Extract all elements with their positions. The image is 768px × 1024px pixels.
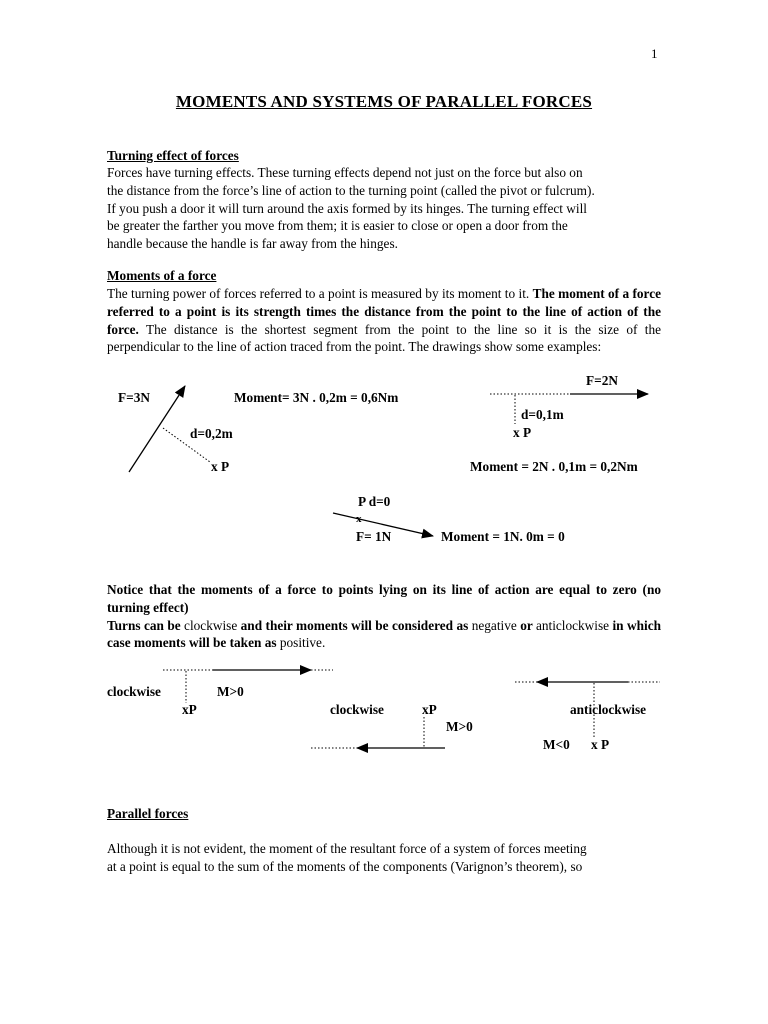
ex2-force-label: F=2N (586, 373, 618, 388)
moment-definition: The moment of a force referred to a point is its strength times the distance from the point to the line of action of the force. (107, 286, 661, 337)
text-line: be greater the farther you move from them; it is easier to close or open a door from the (107, 218, 568, 234)
turns-negative: negative (471, 617, 517, 633)
text-line: at a point is equal to the sum of the moments of the components (Varignon’s theorem), so (107, 858, 583, 874)
turn2-label: clockwise (330, 702, 384, 717)
notice-bold: Notice that the moments of a force to points lying on its line of action are equal to zero (no turning effect) (107, 582, 661, 615)
ex1-force-label: F=3N (118, 390, 150, 405)
text-line: Although it is not evident, the moment of the resultant force of a system of forces meeting (107, 841, 587, 856)
turns-part2: and their moments will be considered as (237, 617, 472, 633)
turn2-point: xP (422, 702, 437, 717)
ex1-point-label: x P (211, 459, 230, 474)
turns-part4: in which case moments will be taken as (107, 617, 661, 651)
paragraph-parallel (107, 840, 661, 876)
moments-rest: The distance is the shortest segment from the point to the line so it is the size of the perpendicular to the line of action traced from the point. The drawings show some examples: (107, 321, 661, 355)
ex2-point-label: x P (513, 425, 532, 440)
text-line: handle because the handle is far away from the hinges. (107, 236, 398, 252)
heading-moments-of-a-force: Moments of a force (107, 268, 217, 283)
text-line: If you push a door it will turn around the axis formed by its hinges. The turning effect will (107, 200, 587, 216)
text-line: Forces have turning effects. These turning effects depend not just on the force but also on (107, 165, 583, 180)
turn1-point: xP (182, 702, 197, 717)
turn1-label: clockwise (107, 684, 161, 699)
turn3-point: x P (591, 737, 610, 752)
turns-clockwise: clockwise (184, 617, 238, 633)
paragraph-notice (107, 581, 661, 652)
ex2-moment-label: Moment = 2N . 0,1m = 0,2Nm (470, 459, 638, 474)
heading-turning-effect: Turning effect of forces (107, 148, 239, 163)
ex1-moment-label: Moment= 3N . 0,2m = 0,6Nm (234, 390, 399, 405)
turns-part1: Turns can be (107, 617, 185, 633)
heading-parallel-forces: Parallel forces (107, 806, 189, 821)
moments-intro: The turning power of forces referred to a point is measured by its moment to it. (107, 286, 533, 301)
text-line: the distance from the force’s line of action to the turning point (called the pivot or fulcrum). (107, 182, 595, 198)
turns-anticlockwise: anticlockwise (535, 617, 610, 633)
turn1-moment: M>0 (217, 684, 244, 699)
document-title: MOMENTS AND SYSTEMS OF PARALLEL FORCES (175, 92, 593, 111)
turn2-moment: M>0 (446, 719, 473, 734)
turns-part3: or (516, 617, 536, 633)
ex3-force-label: F= 1N (356, 529, 392, 544)
turn3-label: anticlockwise (570, 702, 647, 717)
ex2-distance-label: d=0,1m (521, 407, 564, 422)
ex3-moment-label: Moment = 1N. 0m = 0 (441, 529, 565, 544)
turns-positive: positive. (279, 635, 326, 651)
ex1-distance-label: d=0,2m (190, 426, 233, 441)
ex3-x-mark: x (356, 513, 362, 525)
page-number: 1 (651, 46, 658, 61)
turn3-moment: M<0 (543, 737, 570, 752)
ex3-point-label: P d=0 (358, 494, 391, 509)
